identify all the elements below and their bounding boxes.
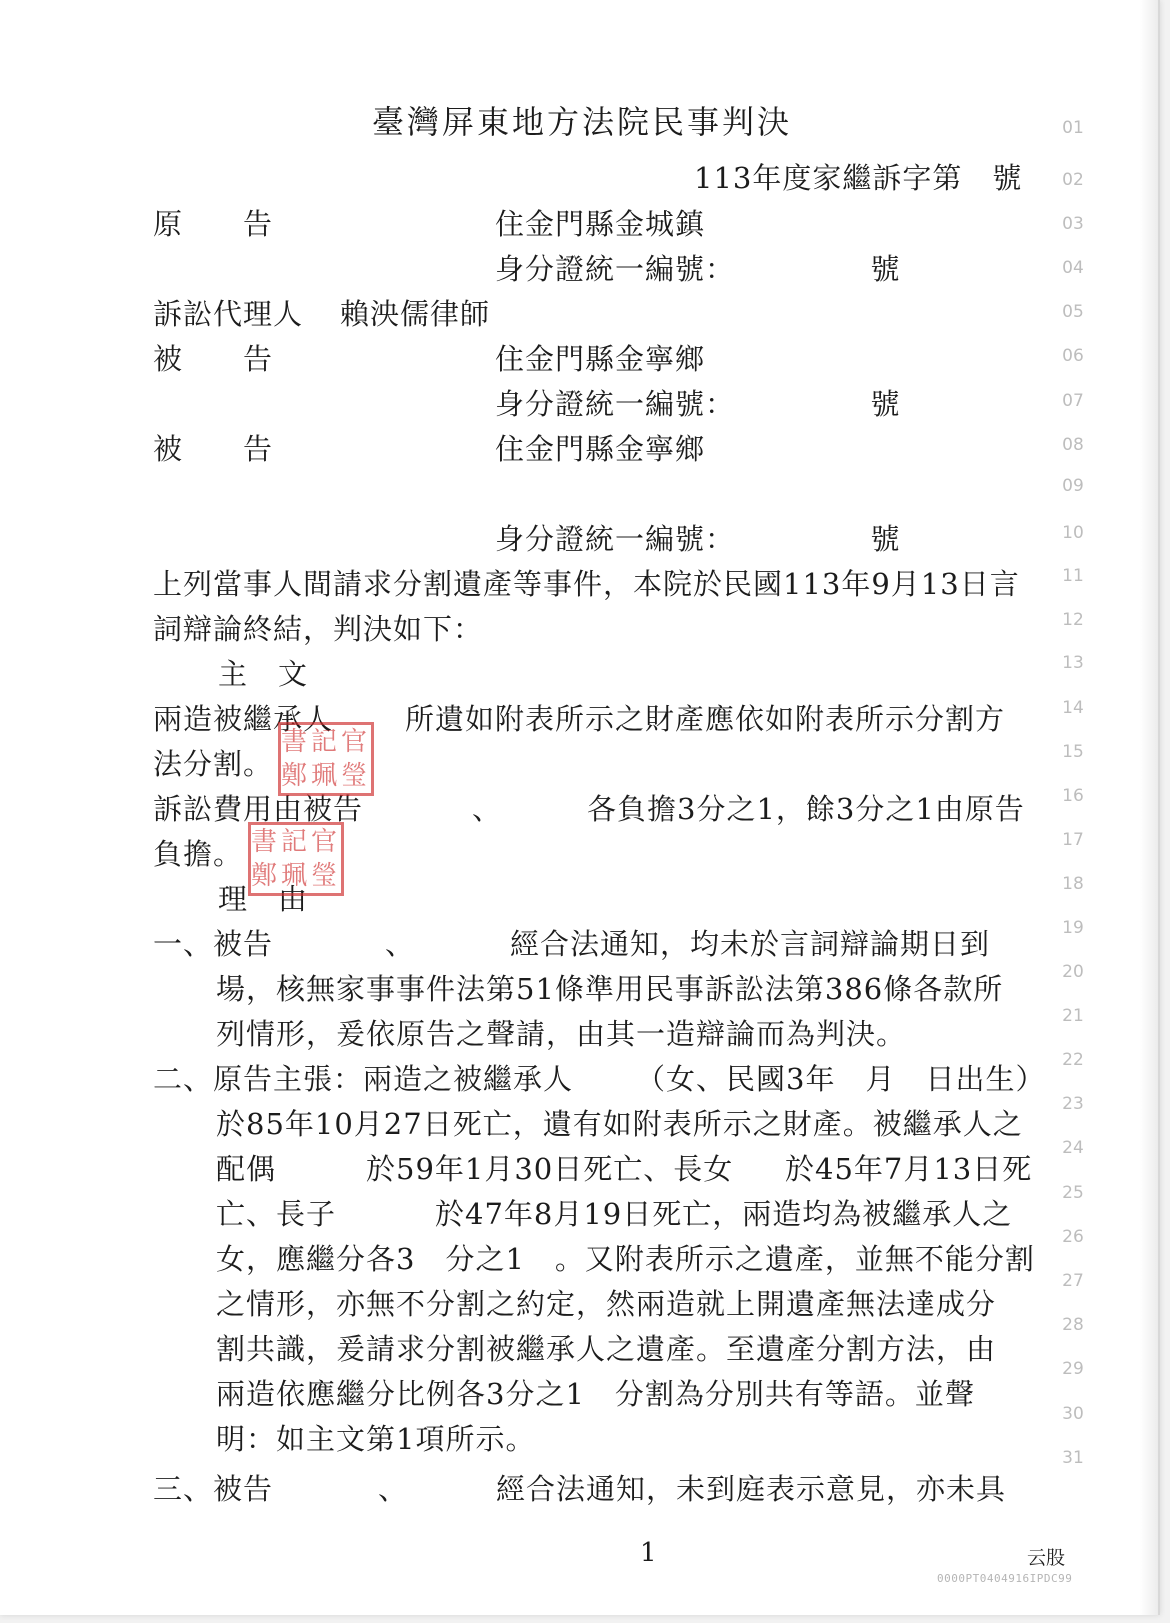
line-number: 07 (1062, 391, 1084, 411)
intro-line-2: 詞辯論終結，判決如下： (153, 612, 484, 646)
line-number: 30 (1062, 1404, 1084, 1424)
line-number: 26 (1062, 1227, 1084, 1247)
court-unit-label: 云股 (1027, 1547, 1066, 1569)
clerk-seal-stamp-2 (248, 822, 344, 896)
document-title: 臺灣屏東地方法院民事判決 (372, 103, 793, 141)
line-number: 24 (1062, 1138, 1084, 1158)
line-number: 10 (1062, 523, 1084, 543)
reason1-line-1a: 一、被告 (153, 927, 274, 961)
reason1-line-1b: 、 (385, 927, 416, 961)
reason3-line-1c: 經合法通知，未到庭表示意見，亦未具 (496, 1472, 1007, 1506)
reason2-line-3b: 於59年1月30日死亡、長女 (366, 1152, 734, 1186)
reason1-line-1c: 經合法通知，均未於言詞辯論期日到 (510, 927, 991, 961)
page-number: 1 (640, 1538, 657, 1568)
main-heading: 主 文 (218, 657, 309, 691)
clerk-seal-stamp (278, 722, 374, 796)
main-line-3c: 各負擔3分之1，餘3分之1由原告 (587, 792, 1025, 826)
line-number: 21 (1062, 1006, 1084, 1026)
line-number: 11 (1062, 566, 1084, 586)
line-number: 09 (1062, 476, 1084, 496)
line-number: 05 (1062, 302, 1084, 322)
line-number: 03 (1062, 214, 1084, 234)
reason2-line-4a: 亡、長子 (216, 1197, 337, 1231)
attorney-role: 訴訟代理人 (153, 297, 304, 331)
plaintiff-id: 身分證統一編號： 號 (495, 252, 901, 286)
reason3-line-1a: 三、被告 (153, 1472, 274, 1506)
reason1-line-3: 列情形，爰依原告之聲請，由其一造辯論而為判決。 (216, 1017, 907, 1051)
reason1-line-2: 場，核無家事事件法第51條準用民事訴訟法第386條各款所 (216, 972, 1004, 1006)
defendant1-role: 被 告 (153, 342, 274, 376)
plaintiff-address: 住金門縣金城鎮 (495, 207, 706, 241)
line-number: 06 (1062, 346, 1084, 366)
reason3-line-1b: 、 (378, 1472, 409, 1506)
line-number: 27 (1062, 1271, 1084, 1291)
defendant2-id: 身分證統一編號： 號 (495, 522, 901, 556)
main-line-3a: 訴訟費用由被告 (153, 792, 364, 826)
line-number: 22 (1062, 1050, 1084, 1070)
line-number: 19 (1062, 918, 1084, 938)
seal-text-bottom: 鄭珮瑩 (281, 761, 372, 791)
line-number: 02 (1062, 170, 1084, 190)
line-number: 01 (1062, 118, 1084, 138)
defendant1-address: 住金門縣金寧鄉 (495, 342, 706, 376)
reason2-line-2: 於85年10月27日死亡，遺有如附表所示之財產。被繼承人之 (216, 1107, 1023, 1141)
reason2-line-1b: （女、民國3年 月 日出生） (636, 1062, 1046, 1096)
defendant2-address: 住金門縣金寧鄉 (495, 432, 706, 466)
line-number: 23 (1062, 1094, 1084, 1114)
reason2-line-4b: 於47年8月19日死亡，兩造均為被繼承人之 (435, 1197, 1013, 1231)
reason2-line-6: 之情形，亦無不分割之約定，然兩造就上開遺產無法達成分 (216, 1287, 997, 1321)
line-number: 25 (1062, 1183, 1084, 1203)
reason2-line-3c: 於45年7月13日死 (785, 1152, 1033, 1186)
line-number: 29 (1062, 1359, 1084, 1379)
reason2-line-3a: 配偶 (216, 1152, 277, 1186)
main-line-1a: 兩造被繼承人 (153, 702, 334, 736)
line-number: 12 (1062, 610, 1084, 630)
line-number: 13 (1062, 653, 1084, 673)
line-number: 15 (1062, 742, 1084, 762)
line-number: 04 (1062, 258, 1084, 278)
main-line-2: 法分割。 (153, 747, 274, 781)
reason2-line-5: 女，應繼分各3 分之1 。又附表所示之遺產，並無不能分割 (216, 1242, 1035, 1276)
defendant1-id: 身分證統一編號： 號 (495, 387, 901, 421)
main-line-3b: 、 (472, 792, 503, 826)
reason-heading: 理 由 (218, 882, 309, 916)
seal2-text-top: 書記官 (251, 827, 342, 857)
intro-line-1: 上列當事人間請求分割遺產等事件，本院於民國113年9月13日言 (153, 567, 1020, 601)
reason2-line-8: 兩造依應繼分比例各3分之1 分割為分別共有等語。並聲 (216, 1377, 975, 1411)
attorney-name: 賴泱儒律師 (340, 297, 491, 331)
seal2-text-bottom: 鄭珮瑩 (251, 861, 342, 891)
line-number: 16 (1062, 786, 1084, 806)
line-number: 28 (1062, 1315, 1084, 1335)
page-edge (1140, 0, 1158, 1615)
footer-document-code: 0000PT0404916IPDC99 (937, 1572, 1073, 1585)
reason2-line-7: 割共識，爰請求分割被繼承人之遺產。至遺產分割方法，由 (216, 1332, 997, 1366)
seal-text-top: 書記官 (281, 727, 372, 757)
reason2-line-1a: 二、原告主張：兩造之被繼承人 (153, 1062, 574, 1096)
line-number: 18 (1062, 874, 1084, 894)
line-number: 08 (1062, 435, 1084, 455)
line-number: 17 (1062, 830, 1084, 850)
main-line-4: 負擔。 (153, 837, 244, 871)
plaintiff-role: 原 告 (153, 207, 274, 241)
line-number: 20 (1062, 962, 1084, 982)
defendant2-role: 被 告 (153, 432, 274, 466)
main-line-1b: 所遺如附表所示之財產應依如附表所示分割方 (405, 702, 1006, 736)
line-number: 31 (1062, 1448, 1084, 1468)
case-number: 113年度家繼訴字第 號 (694, 161, 1023, 195)
line-number: 14 (1062, 698, 1084, 718)
reason2-line-9: 明：如主文第1項所示。 (216, 1422, 536, 1456)
